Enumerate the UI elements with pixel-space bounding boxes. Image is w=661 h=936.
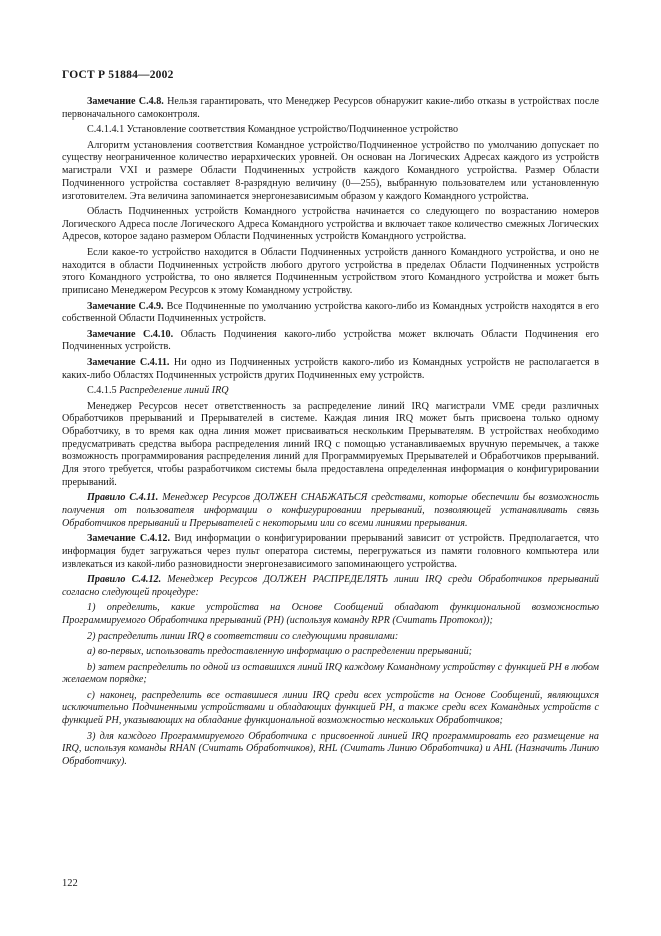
procedure-step: 1) определить, какие устройства на Основе Сообщений обладают функциональной возможностью Программируемого Обработчика прерываний (PH) (используя команду RPR (Считать Протокол)); xyxy=(62,602,599,627)
rule-label: Правило С.4.11. xyxy=(87,492,159,504)
paragraph: Область Подчиненных устройств Командного устройства начинается со следующего по возрастанию номеров Логического Адреса после Логического Адреса Командного устройства и включает такое количество смежных Логических Адресов, которое задано размером Области Подчиненных устройств Командного устройства. xyxy=(62,206,599,243)
procedure-substep: а) во-первых, использовать предоставленную информацию о распределении прерываний; xyxy=(87,646,473,658)
document-body xyxy=(62,96,599,772)
note-label: Замечание С.4.8. xyxy=(87,96,164,107)
paragraph: Менеджер Ресурсов несет ответственность за распределение линий IRQ магистрали VME среди различных Обработчиков прерываний и Прерывателей в системе. Каждая линия IRQ может быть присвоена только одному Обработчику, в то время как одна линия может присваиваться нескольким Прерывателям. В устройствах необходимо предусматривать средства выбора распределения линий IRQ с помощью устанавливаемых вручную перемычек, а также возможность программирования распределения линий для Программируемых Прерывателей и Обработчиков прерываний. Для этого требуется, чтобы разработчиком системы была предоставлена определенная информация о конфигурировании прерываний. xyxy=(62,400,599,488)
paragraph: Алгоритм установления соответствия Командное устройство/Подчиненное устройство по умолчанию допускает по существу неограниченное количество иерархических уровней. Он основан на Логических Адресах каждого из устройств магистрали VXI и размере Области Подчиненных устройств каждого Командного устройства. Размер Области Подчиненного устройства составляет 8-разрядную величину (0—255), выбранную пользователем или установленную изготовителем. Эта величина запоминается энергонезависимым образом у каждого Командного устройства. xyxy=(62,139,599,202)
note-text: Все Подчиненные по умолчанию устройства какого-либо из Командных устройств находятся в его собственной Области Подчиненных устройств. xyxy=(62,300,599,325)
note-text: Нельзя гарантировать, что Менеджер Ресурсов обнаружит какие-либо отказы в устройствах после первоначального самоконтроля. xyxy=(62,96,599,120)
procedure-step: 2) распределить линии IRQ в соответствии со следующими правилами: xyxy=(87,630,399,642)
procedure-substep: с) наконец, распределить все оставшиеся линии IRQ среди всех устройств на Основе Сообщений, являющихся исключительно Подчиненными устройствами и обладающих функцией PH, а также среди всех Командных устройств с функцией PH, указывающих на обладание функциональной возможностью нескольких Обработчиков; xyxy=(62,689,599,727)
note-c-4-10 xyxy=(62,329,599,354)
rule-label: Правило С.4.12. xyxy=(87,574,162,586)
rule-c-4-12 xyxy=(62,574,599,599)
note-label: Замечание С.4.12. xyxy=(87,533,170,545)
paragraph: Если какое-то устройство находится в Области Подчиненных устройств данного Командного устройства, и оно не находится в области Подчиненных устройств любого другого устройства в пределах Области Подчиненных устройств этого Командного устройства, то оно является Подчиненным устройством этого Командного устройства и может быть приписано Менеджером Ресурсов к этому Командному устройству. xyxy=(62,246,599,297)
note-label: Замечание С.4.11. xyxy=(87,356,170,368)
note-label: Замечание С.4.10. xyxy=(87,328,174,340)
rule-c-4-11 xyxy=(62,492,599,530)
document-code-header: ГОСТ Р 51884—2002 xyxy=(62,69,174,81)
section-heading-c-4-1-4-1: С.4.1.4.1 Установление соответствия Командное устройство/Подчиненное устройство xyxy=(87,124,459,136)
note-text: Вид информации о конфигурировании прерываний зависит от устройств. Предполагается, что информация будет загружаться через пульт оператора системы, перегружаться из памяти головного компьютера или извлекаться из какой-либо разновидности энергонезависимого запоминающего устройства. xyxy=(62,533,599,570)
note-c-4-8 xyxy=(62,96,599,121)
procedure-substep: b) затем распределить по одной из оставшихся линий IRQ каждому Командному устройству с функцией PH в любом желаемом порядке; xyxy=(62,661,599,686)
note-c-4-9 xyxy=(62,301,599,326)
rule-text: Менеджер Ресурсов ДОЛЖЕН СНАБЖАТЬСЯ средствами, которые обеспечили бы возможность получения от пользователя информации о конфигурировании прерываний, позволяющей устанавливать связь Обработчиков прерываний и Прерывателей с некоторыми или со всеми линиями прерывания. xyxy=(62,492,599,529)
procedure-step: 3) для каждого Программируемого Обработчика с присвоенной линией IRQ программировать его размещение на IRQ, используя команды RHAN (Считать Обработчиков), RHL (Считать Линию Обработчика) и AHL (Назначить Линию Обработчику). xyxy=(62,730,599,768)
note-label: Замечание С.4.9. xyxy=(87,300,164,312)
note-text: Ни одно из Подчиненных устройств какого-либо из Командных устройств не располагается в каких-либо Областях Подчиненных устройств других Подчиненных ему устройств. xyxy=(62,356,599,381)
section-heading-c-4-1-5 xyxy=(62,385,599,398)
note-c-4-12 xyxy=(62,533,599,571)
rule-text: Менеджер Ресурсов ДОЛЖЕН РАСПРЕДЕЛЯТЬ линии IRQ среди Обработчиков прерываний согласно следующей процедуре: xyxy=(62,574,599,598)
page-number: 122 xyxy=(62,878,78,889)
note-text: Область Подчинения какого-либо устройства может включать Области Подчинения его Подчиненных устройств. xyxy=(62,328,599,353)
note-c-4-11 xyxy=(62,357,599,382)
section-title: Распределение линий IRQ xyxy=(119,385,229,397)
section-number: С.4.1.5 xyxy=(87,385,120,397)
